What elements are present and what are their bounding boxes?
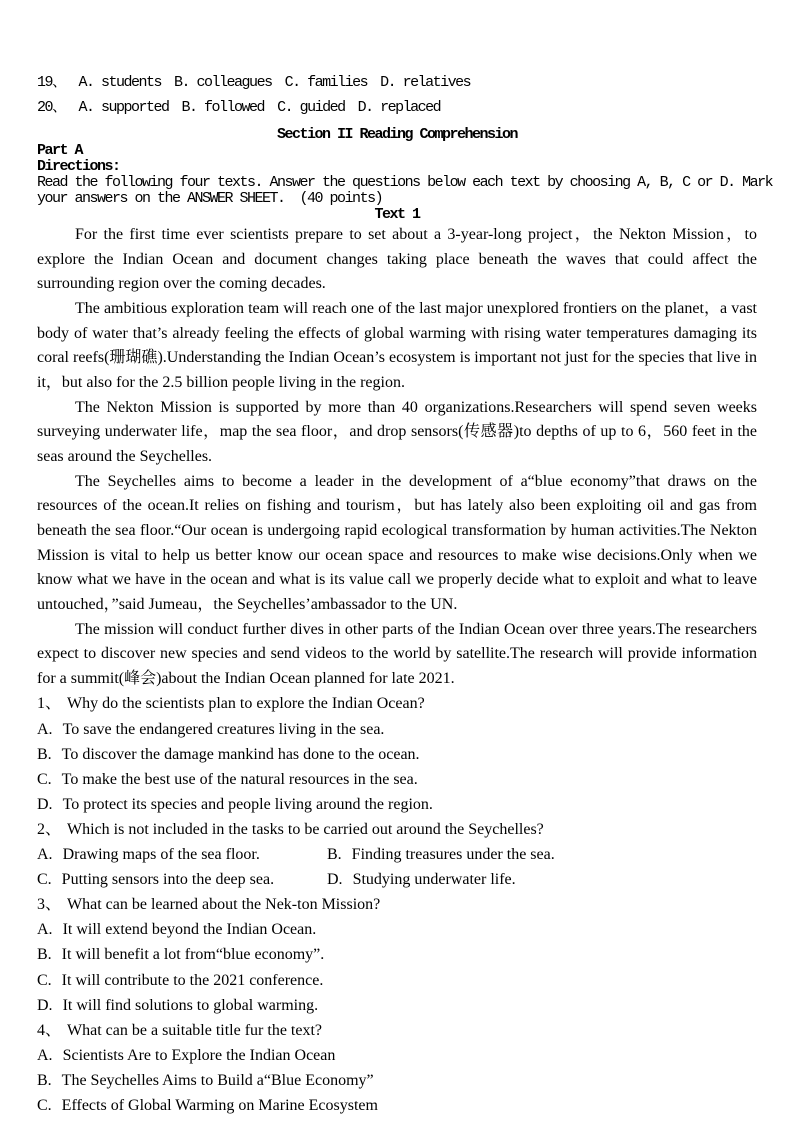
option-label: B.	[37, 1071, 52, 1089]
option-item: D. To protect its species and people living around the region.	[37, 795, 433, 813]
option-item: A. To save the endangered creatures living in the sea.	[37, 720, 385, 738]
question-number: 1、	[37, 695, 62, 713]
passage-paragraph-1: For the first time ever scientists prepare to set about a 3-year-long project，the Nekton Mission，to explore the Indian Ocean and document changes taking place beneath the waves that could affect the surrounding region over the coming decades.	[37, 226, 758, 293]
cloze-option-d: D. replaced	[357, 99, 441, 116]
reading-passage	[37, 223, 757, 691]
option-item: C. Effects of Global Warming on Marine Ecosystem	[37, 1096, 378, 1114]
passage-paragraph-2: The ambitious exploration team will reach one of the last major unexplored frontiers on the planet，a vast body of water that’s already feeling the effects of global warming with rising water temperatures damaging its coral reefs(珊瑚礁).Understanding the Indian Ocean’s ecosystem is important not just for the species that live in it，but also for the 2.5 billion people living in the region.	[37, 299, 757, 391]
passage-paragraph-3: The Nekton Mission is supported by more than 40 organizations.Researchers will spend seven weeks surveying underwater life，map the sea floor，and drop sensors(传感器)to depths of up to 6，560 feet in the seas around the Seychelles.	[37, 398, 757, 465]
option-item: C. It will contribute to the 2021 conference.	[37, 971, 324, 989]
option-label: C.	[37, 971, 52, 989]
directions-text-line-2: your answers on the ANSWER SHEET. (40 points)	[37, 190, 383, 207]
option-label: C.	[37, 770, 52, 788]
cloze-option-c: C. guided	[277, 99, 345, 116]
cloze-option-b: B. colleagues	[174, 74, 272, 91]
question-text: 1、 Why do the scientists plan to explore the Indian Ocean?	[37, 695, 425, 713]
passage-paragraph-5: The mission will conduct further dives in other parts of the Indian Ocean over three years.The researchers expect to discover new species and send videos to the world by satellite.The research will provide information for a summit(峰会)about the Indian Ocean planned for late 2021.	[37, 620, 757, 687]
option-item: D. It will find solutions to global warming.	[37, 996, 319, 1014]
option-item: B. Finding treasures under the sea.	[327, 846, 555, 864]
option-item: B. The Seychelles Aims to Build a“Blue Economy”	[37, 1071, 374, 1089]
option-item: A. Scientists Are to Explore the Indian Ocean	[37, 1046, 336, 1064]
option-label: A.	[37, 921, 53, 939]
cloze-option-d: D. relatives	[380, 74, 471, 91]
option-label: B.	[37, 745, 52, 763]
option-item: B. It will benefit a lot from“blue economy”.	[37, 946, 325, 964]
option-label: A.	[37, 720, 53, 738]
option-label: D.	[37, 996, 53, 1014]
option-label: B.	[37, 946, 52, 964]
question-text: 2、 Which is not included in the tasks to be carried out around the Seychelles?	[37, 820, 544, 838]
option-item: D. Studying underwater life.	[327, 871, 516, 889]
option-grid	[37, 842, 757, 892]
question-text: 4、 What can be a suitable title fur the text?	[37, 1021, 323, 1039]
passage-paragraph-4: The Seychelles aims to become a leader in the development of a“blue economy”that draws on the resources of the ocean.It relies on fishing and tourism，but has lately also been exploiting oil and gas from beneath the sea floor.“Our ocean is undergoing rapid ecological transformation by human activities.The Nekton Mission is vital to help us better know our ocean space and resources to make wise decisions.Only when we know what we have in the ocean and what is its value call we properly decide what to exploit and what to leave untouched，”said Jumeau，the Seychelles’ambassador to the UN.	[37, 472, 757, 613]
question-number: 3、	[37, 896, 62, 914]
option-label: D.	[327, 871, 343, 889]
section-heading: Section II Reading Comprehension	[276, 126, 518, 143]
question-section	[37, 691, 757, 1118]
cloze-option-b: B. followed	[181, 99, 265, 116]
option-item: A. Drawing maps of the sea floor.	[37, 846, 260, 864]
option-item: A. It will extend beyond the Indian Ocean.	[37, 921, 317, 939]
option-item: C. Putting sensors into the deep sea.	[37, 871, 275, 889]
question-4	[37, 1018, 757, 1118]
part-label: Part A	[37, 142, 83, 159]
question-number: 2、	[37, 820, 62, 838]
question-1	[37, 691, 757, 816]
cloze-number: 20、	[37, 99, 66, 116]
option-item: C. To make the best use of the natural resources in the sea.	[37, 770, 418, 788]
option-label: A.	[37, 1046, 53, 1064]
option-label: D.	[37, 795, 53, 813]
option-label: B.	[327, 846, 342, 864]
question-text: 3、 What can be learned about the Nek-ton Mission?	[37, 896, 381, 914]
text-title: Text 1	[374, 206, 420, 223]
option-label: C.	[37, 871, 52, 889]
cloze-item-20	[37, 95, 757, 120]
cloze-item-19	[37, 70, 757, 95]
option-label: A.	[37, 846, 53, 864]
cloze-number: 19、	[37, 74, 66, 91]
cloze-option-a: A. supported	[78, 99, 169, 116]
option-label: C.	[37, 1096, 52, 1114]
directions-text-line-1: Read the following four texts. Answer the questions below each text by choosing A, B, C or D. Mark	[37, 174, 773, 191]
cloze-option-c: C. families	[284, 74, 368, 91]
cloze-option-a: A. students	[78, 74, 162, 91]
question-2	[37, 817, 757, 892]
option-item: B. To discover the damage mankind has done to the ocean.	[37, 745, 420, 763]
question-number: 4、	[37, 1021, 62, 1039]
question-3	[37, 892, 757, 1017]
directions-label: Directions:	[37, 158, 120, 175]
